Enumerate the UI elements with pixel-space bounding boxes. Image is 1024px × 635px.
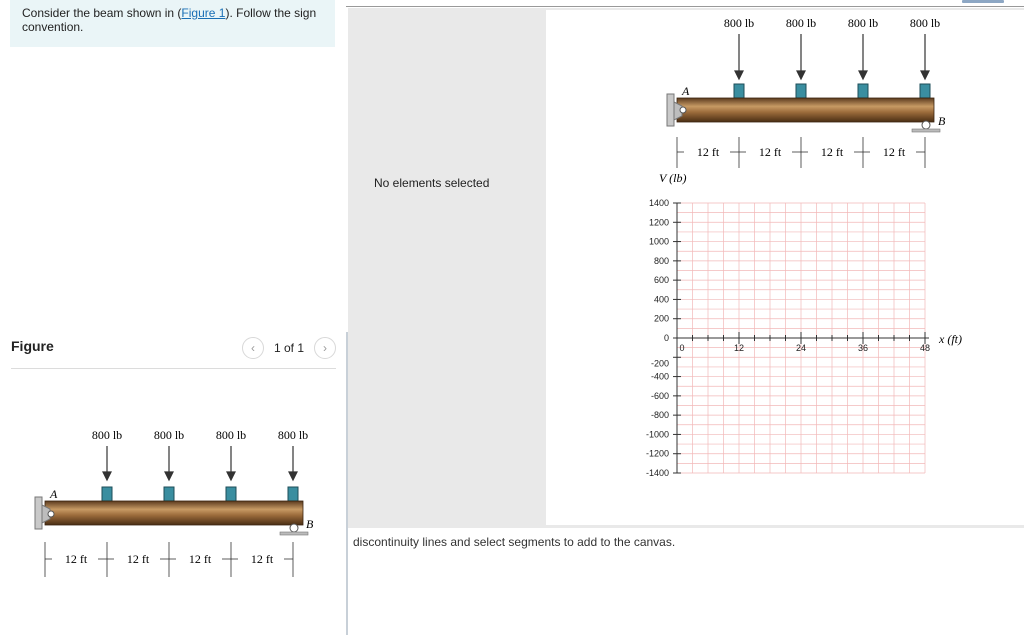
load-label: 800 lb	[847, 16, 879, 30]
question-panel	[0, 0, 346, 635]
y-tick-label: -400	[650, 371, 669, 382]
y-tick-label: -600	[650, 390, 669, 401]
y-tick-label: -1200	[645, 448, 669, 459]
beam-figure	[30, 415, 330, 590]
load-label: 800 lb	[215, 428, 247, 442]
support-label-b: B	[306, 517, 314, 531]
span-label: 12 ft	[882, 145, 906, 159]
load-label: 800 lb	[909, 16, 941, 30]
figure-link[interactable]: Figure 1	[181, 6, 226, 20]
y-tick-label: 1400	[648, 198, 669, 208]
drawing-tool-area	[348, 8, 1024, 528]
x-tick-label: 48	[919, 343, 931, 353]
chevron-left-icon[interactable]: ‹	[242, 337, 264, 359]
y-axis-label: V (lb)	[659, 171, 687, 185]
beam	[45, 501, 303, 525]
question-prompt	[10, 0, 335, 47]
span-label: 12 ft	[64, 552, 88, 566]
figure-pager	[242, 337, 336, 359]
prompt-text-before: Consider the beam shown in (	[22, 6, 182, 20]
y-tick-label: -800	[650, 410, 669, 421]
prompt-text-after: ). Follow the sign convention.	[22, 6, 317, 34]
y-tick-label: 1000	[648, 236, 669, 247]
span-label: 12 ft	[820, 145, 844, 159]
selection-status: No elements selected	[374, 176, 490, 190]
instruction-text: discontinuity lines and select segments to add to the canvas.	[353, 535, 676, 549]
figure-header	[11, 338, 336, 369]
span-label: 12 ft	[250, 552, 274, 566]
x-tick-label: 24	[795, 343, 807, 353]
x-tick-label: 12	[733, 343, 745, 353]
span-label: 12 ft	[758, 145, 782, 159]
span-label: 12 ft	[188, 552, 212, 566]
roller-support-b	[912, 121, 940, 132]
y-tick-label: -200	[650, 358, 669, 369]
load-label: 800 lb	[277, 428, 309, 442]
load-label: 800 lb	[91, 428, 123, 442]
roller-support-b	[280, 524, 308, 535]
y-tick-label: 600	[653, 275, 669, 286]
y-tick-label: 0	[663, 333, 669, 343]
chevron-right-icon[interactable]: ›	[314, 337, 336, 359]
pager-count: 1 of 1	[273, 341, 304, 355]
load-label: 800 lb	[723, 16, 755, 30]
support-label-b: B	[938, 114, 946, 128]
x-axis-label: x (ft)	[939, 332, 962, 346]
support-label-a: A	[682, 84, 690, 98]
load-arrows	[735, 34, 929, 79]
canvas-svg[interactable]	[546, 10, 1024, 525]
y-tick-label: -1000	[645, 429, 669, 440]
support-label-a: A	[50, 487, 58, 501]
span-label: 12 ft	[696, 145, 720, 159]
load-label: 800 lb	[785, 16, 817, 30]
y-tick-label: 400	[653, 294, 669, 305]
load-blocks	[102, 487, 298, 501]
x-tick-label: 0	[679, 343, 685, 353]
load-label: 800 lb	[153, 428, 185, 442]
y-tick-label: 800	[653, 255, 669, 266]
load-arrows	[103, 446, 297, 480]
load-blocks	[734, 84, 930, 98]
y-tick-label: 200	[653, 313, 669, 324]
span-label: 12 ft	[126, 552, 150, 566]
top-rule	[346, 6, 1024, 7]
drawing-canvas[interactable]	[546, 10, 1024, 525]
y-tick-label: -1400	[645, 468, 669, 478]
y-tick-label: 1200	[648, 217, 669, 228]
shear-axes	[646, 198, 930, 478]
beam	[677, 98, 934, 122]
x-tick-label: 36	[857, 343, 869, 353]
top-tab[interactable]	[962, 0, 1004, 3]
tool-panel	[346, 0, 1024, 635]
figure-title: Figure	[11, 338, 54, 354]
